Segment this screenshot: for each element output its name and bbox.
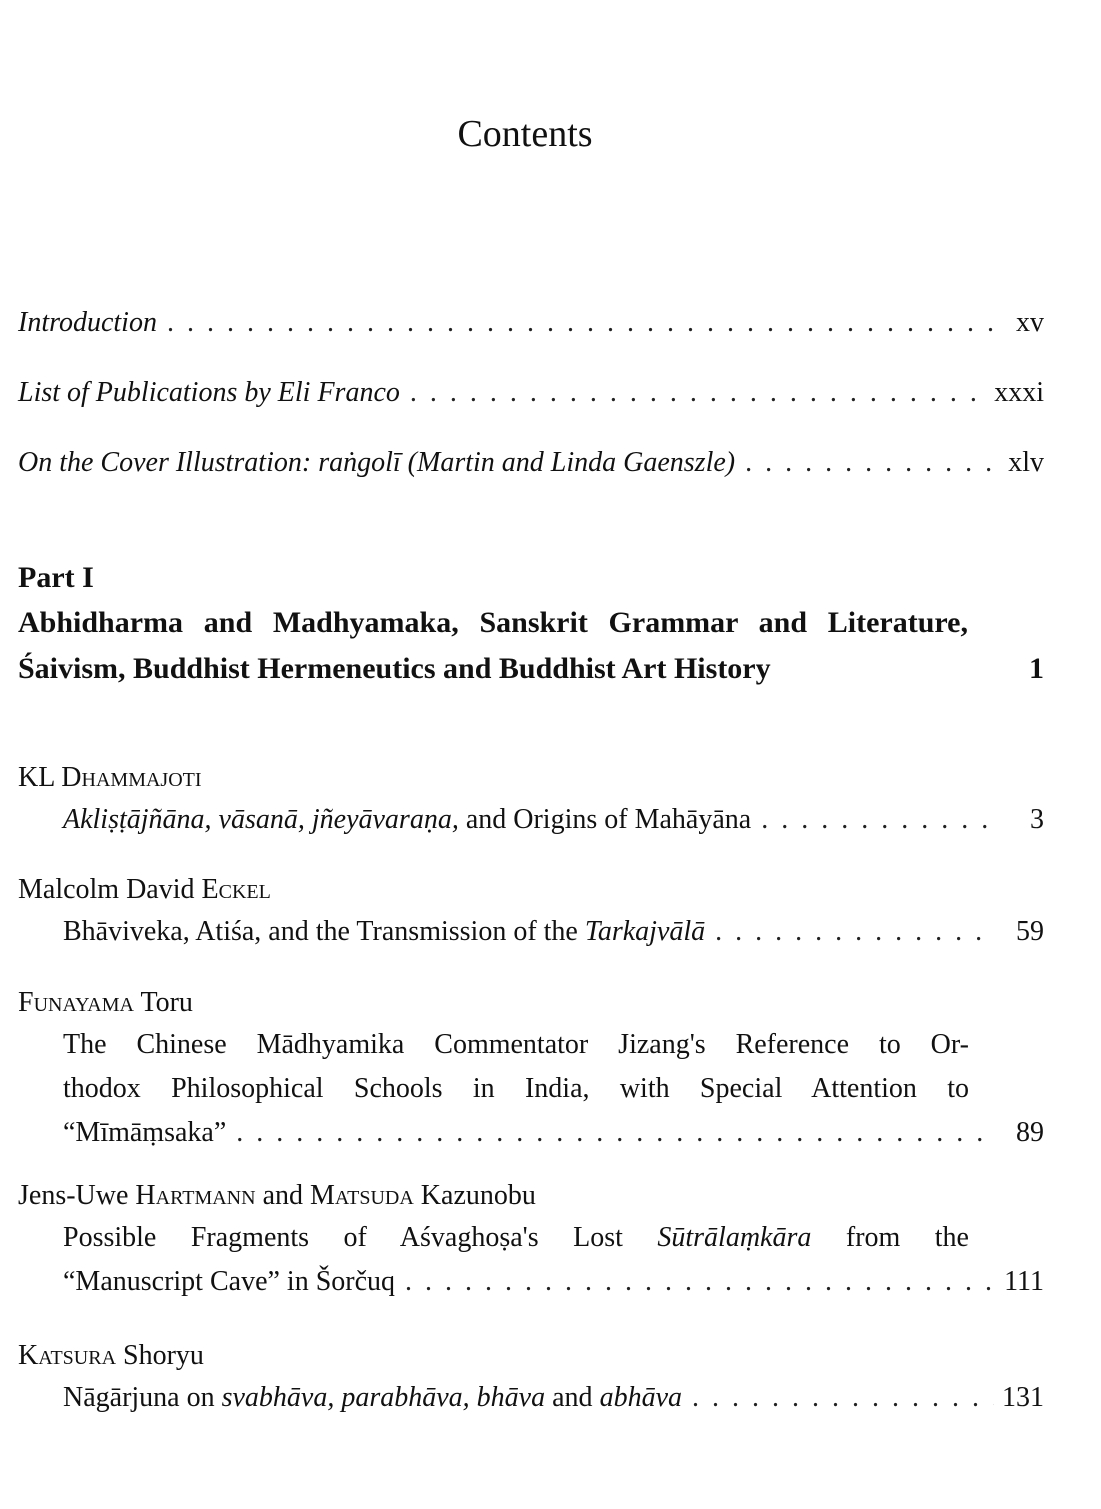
- author: [18, 870, 1044, 910]
- chapter-title-line: thodox Philosophical Schools in India, with Special Attention to: [63, 1073, 969, 1104]
- chapter-title: [63, 1376, 682, 1420]
- chapter-title-line: The Chinese Mādhyamika Commentator Jizang's Reference to Or-: [63, 1029, 969, 1060]
- toc-entry-hartmann[interactable]: [18, 1176, 1044, 1304]
- author-given: Shoryu: [116, 1340, 204, 1371]
- entry-title: Introduction: [18, 307, 157, 338]
- chapter-title-italic: svabhāva, parabhāva, bhāva: [221, 1382, 546, 1413]
- entry-title-part: (Martin and Linda Gaenszle): [400, 447, 736, 478]
- author-family: Katsura: [18, 1340, 117, 1371]
- chapter-title-part: Bhāviveka, Atiśa, and the Transmission of the: [63, 916, 585, 947]
- part-title: Abhidharma and Madhyamaka, Sanskrit Grammar and Literature, Śaivism, Buddhist Hermeneutics and Buddhist Art History: [18, 606, 968, 685]
- entry-title-part: On the Cover Illustration:: [18, 447, 319, 478]
- leader-dots: [236, 1111, 996, 1155]
- author: [18, 1176, 1044, 1216]
- chapter-title-part: Possible Fragments of Aśvaghoṣa's Lost: [63, 1222, 658, 1253]
- entry-page: xlv: [1008, 447, 1044, 478]
- author-given: Kazunobu: [413, 1180, 536, 1211]
- entry-page: xv: [1016, 307, 1044, 338]
- part-page: 1: [1029, 652, 1044, 685]
- chapter-title-line: “Manuscript Cave” in Šorčuq: [63, 1266, 396, 1297]
- chapter-title-line: [18, 1216, 969, 1260]
- author-family: Matsuda: [310, 1180, 414, 1211]
- entry-title-term: raṅgolī: [318, 447, 401, 478]
- part-label: Part I: [18, 561, 94, 594]
- toc-entry-eckel[interactable]: [18, 870, 1044, 954]
- author-given: Jens-Uwe: [18, 1180, 136, 1211]
- chapter-title-italic: Sūtrālaṃkāra: [657, 1222, 812, 1253]
- chapter-page: 111: [1004, 1266, 1044, 1297]
- leader-dots: [745, 446, 996, 480]
- chapter-title-italic: Tarkajvālā: [584, 916, 706, 947]
- chapter-title-part: and: [545, 1382, 600, 1413]
- chapter-title-part: from the: [811, 1222, 969, 1253]
- page-title: Contents: [457, 113, 593, 155]
- part-heading[interactable]: [18, 556, 1044, 692]
- author-family: Funayama: [18, 987, 134, 1018]
- leader-dots: [715, 910, 996, 954]
- entry-title: List of Publications by Eli Franco: [18, 377, 400, 408]
- chapter-page: 89: [1016, 1117, 1044, 1148]
- entry-page: xxxi: [994, 377, 1044, 408]
- chapter-title-rest: and Origins of Mahāyāna: [458, 804, 752, 835]
- author-given: KL: [18, 762, 62, 793]
- chapter-page: 3: [1030, 804, 1044, 835]
- author-family: Dhammajoti: [61, 762, 202, 793]
- leader-dots: [410, 376, 986, 410]
- chapter-title-part: Nāgārjuna on: [63, 1382, 222, 1413]
- chapter-page: 131: [1002, 1382, 1044, 1413]
- author-given: Malcolm David: [18, 874, 202, 905]
- author: [18, 758, 1044, 798]
- author-family: Hartmann: [135, 1180, 256, 1211]
- toc-entry-publications[interactable]: [18, 376, 1044, 410]
- toc-entry-funayama[interactable]: [18, 983, 1044, 1155]
- leader-dots: [167, 306, 996, 340]
- chapter-page: 59: [1016, 916, 1044, 947]
- leader-dots: [692, 1376, 994, 1420]
- chapter-title-italic: Akliṣṭājñāna, vāsanā, jñeyāvaraṇa,: [63, 804, 459, 835]
- chapter-title: [63, 910, 705, 954]
- toc-entry-dhammajoti[interactable]: [18, 758, 1044, 842]
- leader-dots: [405, 1260, 996, 1304]
- toc-entry-katsura[interactable]: [18, 1336, 1044, 1420]
- leader-dots: [761, 798, 996, 842]
- author-family: Eckel: [201, 874, 271, 905]
- author-given: Toru: [133, 987, 193, 1018]
- author: [18, 1336, 1044, 1376]
- chapter-title-italic: abhāva: [599, 1382, 682, 1413]
- author: [18, 983, 1044, 1023]
- author-conjunction: and: [255, 1180, 310, 1211]
- entry-title: [18, 446, 735, 480]
- toc-entry-introduction[interactable]: [18, 306, 1044, 340]
- chapter-title-line: “Mīmāṃsaka”: [63, 1117, 227, 1148]
- toc-entry-cover-illustration[interactable]: [18, 446, 1044, 480]
- chapter-title: [63, 798, 751, 842]
